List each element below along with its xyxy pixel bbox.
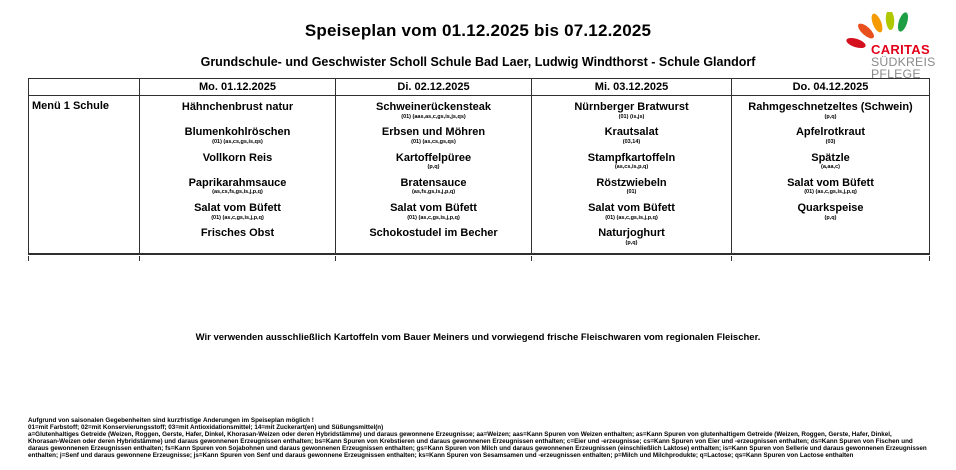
dish-entry: [532, 177, 731, 202]
dish-entry: [336, 202, 531, 227]
logo-region-text: SÜDKREIS: [871, 55, 936, 69]
footer-legend: [28, 417, 952, 460]
dish-name: Paprikarahmsauce: [188, 176, 287, 189]
dish-name: Hähnchenbrust natur: [181, 101, 294, 113]
dish-name: Salat vom Büfett: [787, 176, 874, 189]
footer-line: a=Glutenhaltiges Getreide (Weizen, Roggen, Gerste, Hafer, Dinkel, Khorasan-Weizen oder deren Hybridstämme) und daraus gewonnene Erzeugnisse; aa=Weizen; aas=Kann Spuren von Weizen enthalten; as=Kann Spuren von glutenhaltigem Getreide (Weizen, Roggen, Gerste, Hafer, Dinkel,: [28, 431, 892, 439]
stub-cell: [29, 256, 139, 261]
table-body-row: [29, 96, 929, 253]
dish-name: Quarkspeise: [797, 202, 864, 215]
page-title: Speiseplan vom 01.12.2025 bis 07.12.2025: [304, 21, 652, 40]
dish-allergens: (01): [626, 189, 637, 196]
dish-entry: [336, 177, 531, 202]
menu-table: [28, 78, 930, 255]
dish-entry: [732, 202, 929, 227]
footer-line: daraus gewonnenen Erzeugnissen enthalten; fs=Kann Spuren von Sojabohnen und daraus gewonnenen Erzeugnissen enthalten; gs=Kann Spuren von Milch und daraus gewonnenen Erzeugnissen (einschließlich Laktose) enthalten; is=Kann Spuren von Sellerie und daraus gewonnenen Erzeugnissen: [28, 445, 927, 453]
dish-entry: [732, 152, 929, 177]
dish-name: Salat vom Büfett: [194, 202, 281, 215]
dish-allergens: (01) (as,c,gs,is,j,p,q): [407, 214, 460, 221]
day-column: [139, 96, 335, 253]
dish-allergens: (01) (is,js): [618, 113, 645, 120]
dish-entry: [532, 101, 731, 126]
stub-cell: [731, 256, 929, 261]
sourcing-note: Wir verwenden ausschließlich Kartoffeln vom Bauer Meiners und vorwiegend frische Fleischwaren vom regionalen Fleischer.: [195, 332, 761, 343]
dish-name: Spätzle: [811, 151, 850, 164]
dish-entry: [140, 101, 335, 126]
stub-cell: [139, 256, 335, 261]
dish-name: Blumenkohlröschen: [184, 126, 291, 139]
dish-allergens: (p,q): [824, 113, 837, 120]
dish-allergens: (as,cs,fs,gs,is,j,p,q): [212, 189, 263, 196]
dish-name: Stampfkartoffeln: [587, 151, 676, 164]
day-header: Mo. 01.12.2025: [139, 79, 335, 96]
dish-entry: [532, 202, 731, 227]
dish-entry: [336, 152, 531, 177]
table-header-row: [29, 79, 929, 96]
dish-entry: [532, 227, 731, 252]
dish-entry: [532, 152, 731, 177]
logo-brand-text: CARITAS: [871, 42, 930, 57]
dish-entry: [140, 227, 335, 252]
dish-name: Apfelrotkraut: [795, 126, 866, 139]
dish-entry: [732, 101, 929, 126]
dish-entry: [336, 227, 531, 252]
dish-name: Krautsalat: [604, 126, 659, 139]
dish-entry: [336, 101, 531, 126]
footer-line: 01=mit Farbstoff; 02=mit Konservierungsstoff; 03=mit Antioxidationsmittel; 14=mit Zuckerart(en) und Süßungsmittel(n): [28, 424, 384, 432]
footer-line: enthalten; j=Senf und daraus gewonnene Erzeugnisse; js=Kann Spuren von Senf und daraus gewonnene Erzeugnissen enthalten; ks=Kann Spuren von Sesamsamen und -erzeugnissen enthalten; p=Milch und Milchprodukte; q=Lactose; qs=Kann Spuren von Lactose enthalten: [28, 452, 854, 460]
dish-allergens: (as,cs,is,p,q): [614, 164, 649, 171]
footer-line: Khorasan-Weizen oder deren Hybridstämme) und daraus gewonnenen Erzeugnissen enthalten; bs=Kann Spuren von Krebstieren und daraus gewonnenen Erzeugnissen enthalten; c=Eier und -erzeugnisse; cs=Kann Spuren von Eier und -erzeugnissen enthalten; ds=Kann Spuren von Fischen und: [28, 438, 913, 446]
day-header: Do. 04.12.2025: [731, 79, 929, 96]
dish-allergens: (01) (as,c,gs,is,j,p,q): [605, 214, 658, 221]
dish-entry: [140, 177, 335, 202]
dish-entry: [336, 126, 531, 151]
table-next-row-stub: [28, 256, 930, 261]
dish-name: Nürnberger Bratwurst: [574, 101, 689, 113]
dish-allergens: (03,14): [622, 138, 641, 145]
dish-allergens: (p,q): [427, 164, 440, 171]
dish-name: Erbsen und Möhren: [381, 126, 486, 139]
day-column: [335, 96, 531, 253]
page-subtitle: Grundschule- und Geschwister Scholl Schule Bad Laer, Ludwig Windthorst - Schule Glandorf: [200, 55, 756, 69]
dish-allergens: (as,fs,gs,is,j,p,q): [411, 189, 456, 196]
dish-entry: [140, 202, 335, 227]
day-column: [731, 96, 929, 253]
day-column: [531, 96, 731, 253]
dish-name: Vollkorn Reis: [202, 151, 273, 164]
logo-division-text: PFLEGE: [871, 67, 921, 80]
dish-entry: [140, 126, 335, 151]
dish-name: Schweinerückensteak: [376, 101, 491, 113]
stub-cell: [335, 256, 531, 261]
dish-allergens: (03): [825, 138, 836, 145]
dish-allergens: (p,q): [824, 214, 837, 221]
dish-name: Bratensauce: [400, 176, 467, 189]
dish-allergens: (01) (as,c,gs,is,j,p,q): [211, 214, 264, 221]
dish-entry: [140, 152, 335, 177]
dish-name: Naturjoghurt: [598, 227, 665, 240]
dish-allergens: (01) (aas,as,c,gs,is,js,qs): [401, 113, 466, 120]
dish-allergens: (01) (as,cs,gs,is,qs): [212, 138, 263, 145]
footer-line: Aufgrund von saisonalen Gegebenheiten sind kurzfristige Änderungen im Speiseplan möglich !: [28, 417, 314, 424]
dish-name: Frisches Obst: [200, 227, 275, 240]
day-header: Di. 02.12.2025: [335, 79, 531, 96]
dish-allergens: (01) (as,cs,gs,qs): [411, 138, 456, 145]
dish-name: Kartoffelpüree: [395, 151, 472, 164]
menu-row-label: Menü 1 Schule: [32, 100, 110, 112]
dish-allergens: (a,aa,c): [821, 164, 840, 171]
caritas-leaves-icon: [846, 12, 944, 80]
dish-name: Salat vom Büfett: [390, 202, 477, 215]
dish-name: Röstzwiebeln: [596, 176, 667, 189]
dish-entry: [732, 177, 929, 202]
dish-name: Salat vom Büfett: [588, 202, 675, 215]
dish-name: Schokostudel im Becher: [369, 227, 498, 240]
stub-cell: [531, 256, 731, 261]
table-corner-cell: [29, 79, 139, 96]
dish-allergens: (01) (as,c,gs,is,j,p,q): [804, 189, 857, 196]
dish-entry: [732, 126, 929, 151]
day-header: Mi. 03.12.2025: [531, 79, 731, 96]
dish-entry: [532, 126, 731, 151]
dish-allergens: (p,q): [625, 239, 638, 246]
dish-name: Rahmgeschnetzeltes (Schwein): [748, 101, 913, 113]
caritas-logo: [846, 12, 944, 80]
